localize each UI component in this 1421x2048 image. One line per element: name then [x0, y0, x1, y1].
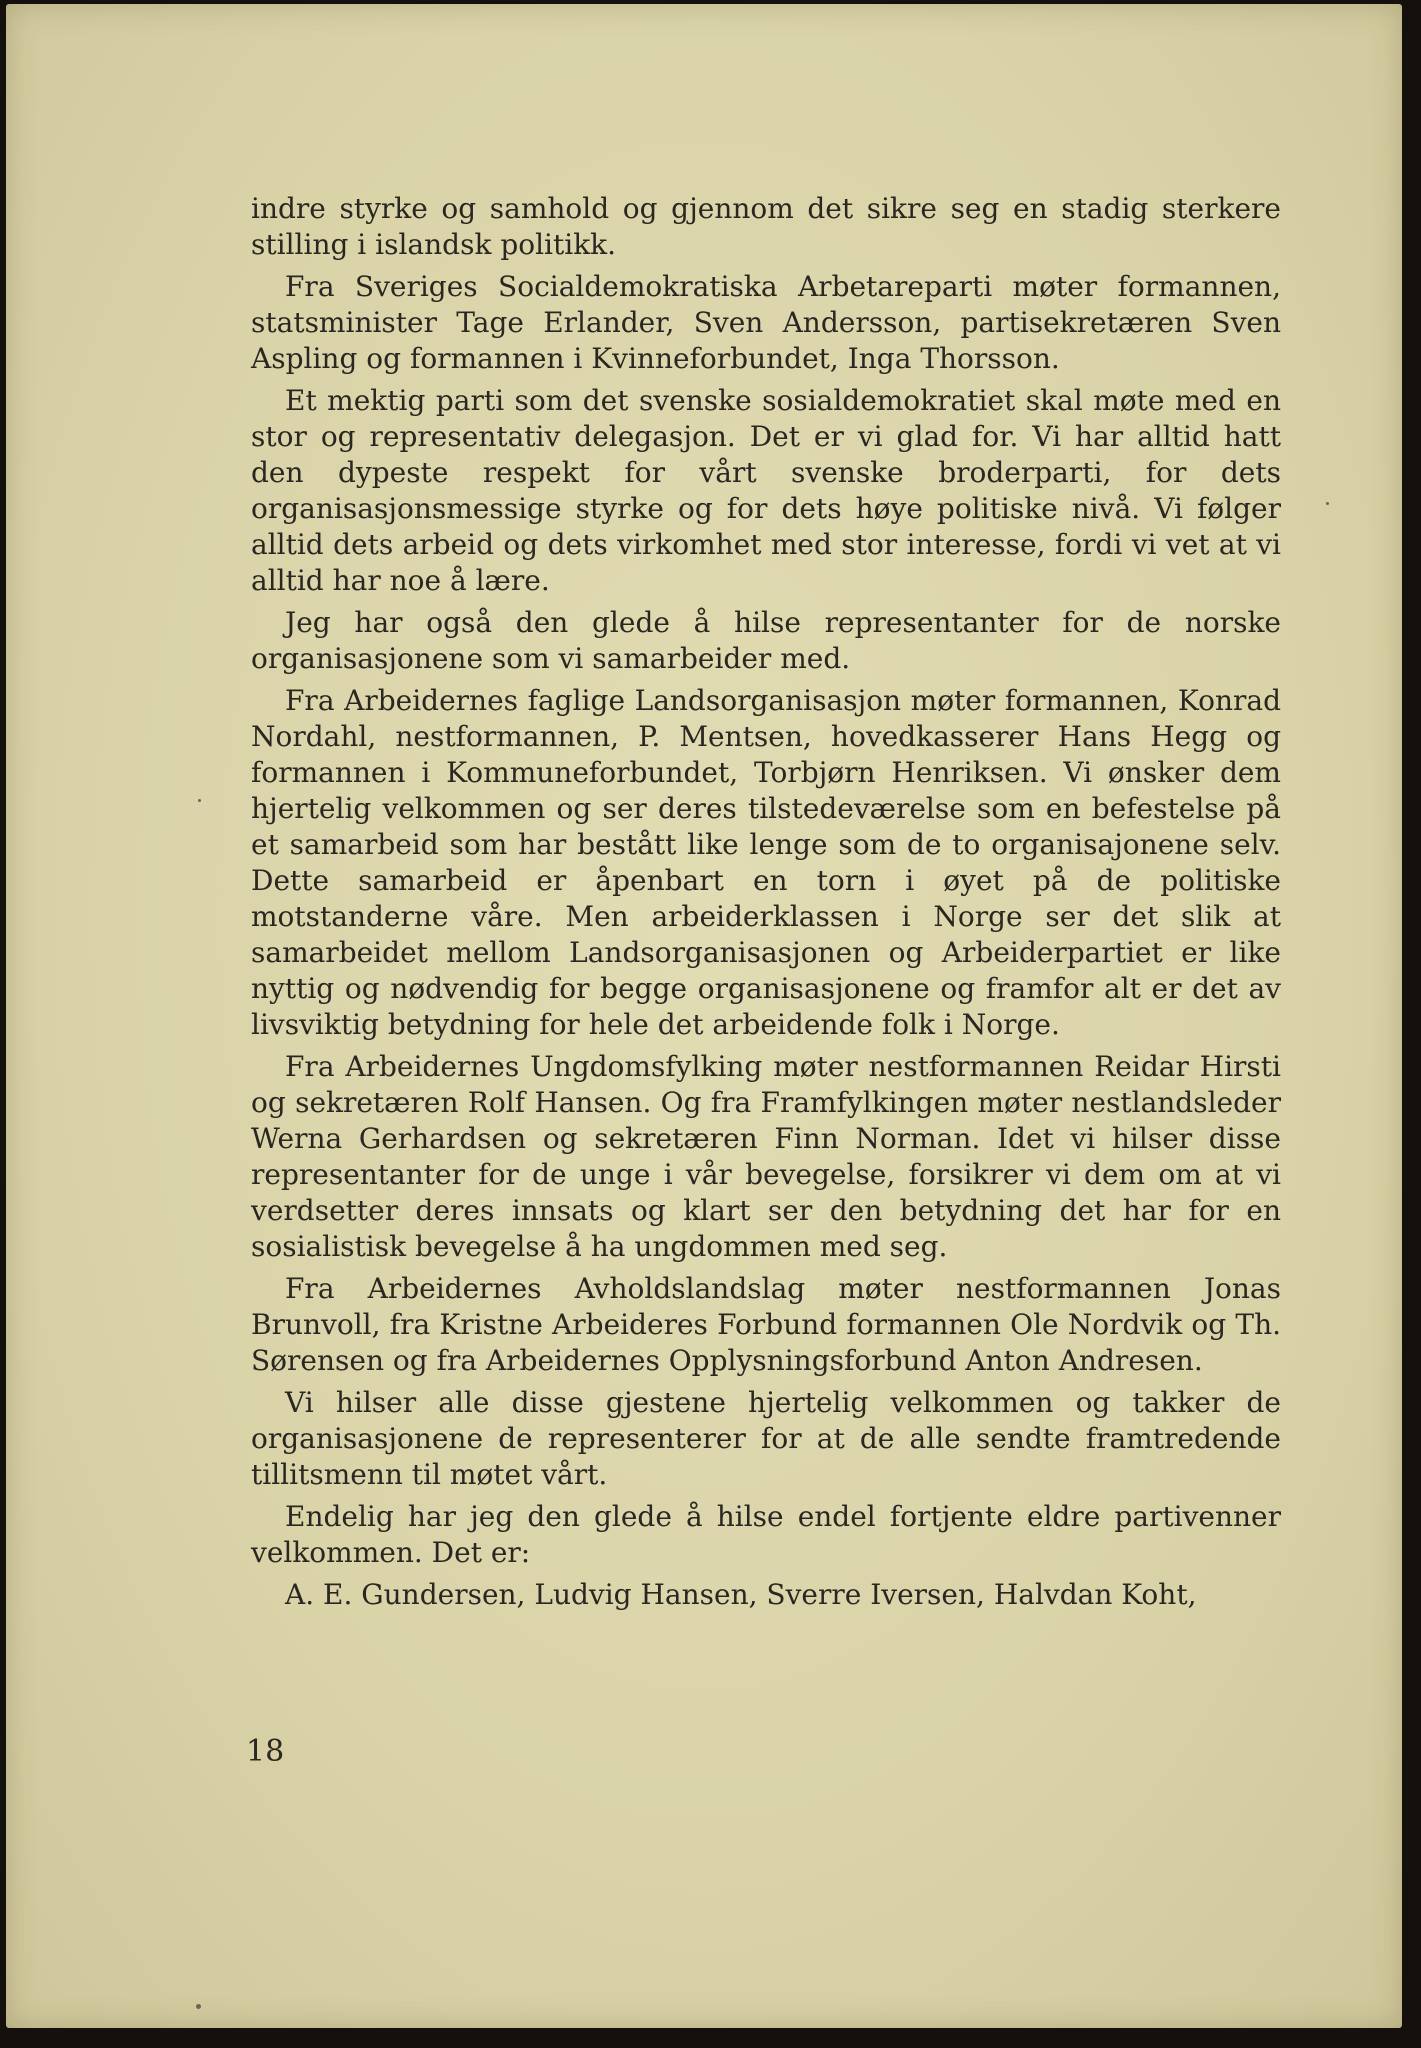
paper-speck: [196, 2004, 201, 2009]
paragraph-5: Fra Arbeidernes faglige Landsorganisasjon møter formannen, Konrad Nordahl, nestformannen, P. Mentsen, hovedkasserer Hans Hegg og formannen i Kommuneforbundet, Torbjørn Henriksen. Vi ønsker dem hjertelig velkommen og ser deres tilstedeværelse som en befestelse på et samarbeid som har bestått like lenge som de to organisajonene selv. Dette samarbeid er åpenbart en torn i øyet på de politiske motstanderne våre. Men arbeiderklassen i Norge ser det slik at samarbeidet mellom Landsorganisasjonen og Arbeiderpartiet er like nyttig og nødvendig for begge organisasjonene og framfor alt er det av livsviktig betydning for hele det arbeidende folk i Norge.: [251, 684, 1281, 1041]
paragraph-7: Fra Arbeidernes Avholdslandslag møter nestformannen Jonas Brunvoll, fra Kristne Arbeideres Forbund formannen Ole Nordvik og Th. Sørensen og fra Arbeidernes Opplysningsforbund Anton Andresen.: [251, 1272, 1281, 1377]
paragraph-1: indre styrke og samhold og gjennom det sikre seg en stadig sterkere stilling i islandsk politikk.: [251, 192, 1281, 261]
paragraph-9: Endelig har jeg den glede å hilse endel fortjente eldre partivenner velkommen. Det er:: [251, 1500, 1281, 1569]
paragraph-6: Fra Arbeidernes Ungdomsfylking møter nestformannen Reidar Hirsti og sekretæren Rolf Hansen. Og fra Framfylkingen møter nestlandsleder Werna Gerhardsen og sekretæren Finn Norman. Idet vi hilser disse representanter for de unge i vår bevegelse, forsikrer vi dem om at vi verdsetter deres innsats og klart ser den betydning det har for en sosialistisk bevegelse å ha ungdommen med seg.: [251, 1050, 1281, 1263]
body-text: [251, 191, 1281, 1619]
paragraph-2: Fra Sveriges Socialdemokratiska Arbetareparti møter formannen, statsminister Tage Erlander, Sven Andersson, partisekretæren Sven Aspling og formannen i Kvinneforbundet, Inga Thorsson.: [251, 270, 1281, 375]
paper-speck: [1326, 502, 1329, 505]
page-number: 18: [246, 1734, 285, 1769]
paragraph-8: Vi hilser alle disse gjestene hjertelig velkommen og takker de organisasjonene de representerer for at de alle sendte framtredende tillitsmenn til møtet vårt.: [251, 1386, 1281, 1491]
document-page: [6, 4, 1402, 2028]
paragraph-10: A. E. Gundersen, Ludvig Hansen, Sverre Iversen, Halvdan Koht,: [285, 1578, 1197, 1611]
paper-speck: [198, 799, 201, 802]
paragraph-3: Et mektig parti som det svenske sosialdemokratiet skal møte med en stor og representativ delegasjon. Det er vi glad for. Vi har alltid hatt den dypeste respekt for vårt svenske broderparti, for dets organisasjonsmessige styrke og for dets høye politiske nivå. Vi følger alltid dets arbeid og dets virkomhet med stor interesse, fordi vi vet at vi alltid har noe å lære.: [251, 384, 1281, 597]
paragraph-4: Jeg har også den glede å hilse representanter for de norske organisasjonene som vi samarbeider med.: [251, 606, 1281, 675]
